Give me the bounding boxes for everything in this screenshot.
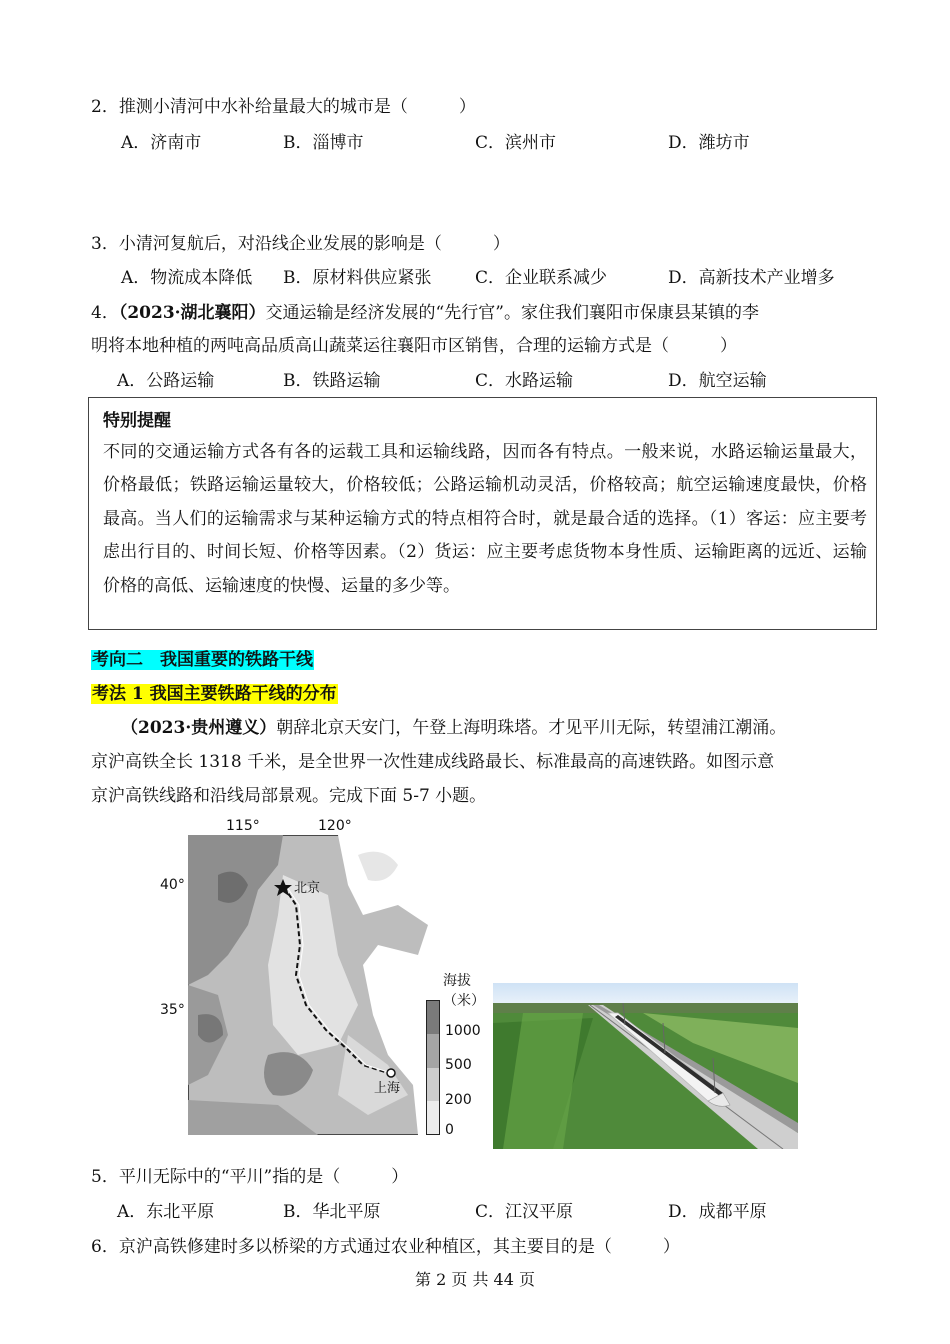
q2-option-d: D．潍坊市 [668, 133, 750, 153]
question-3-stem: 3．小清河复航后，对沿线企业发展的影响是（ ） [91, 234, 510, 254]
question-4-line2: 明将本地种植的两吨高品质高山蔬菜运往襄阳市区销售，合理的运输方式是（ ） [91, 336, 737, 356]
question-4-line1 [91, 298, 759, 323]
q5-option-d: D．成都平原 [668, 1202, 767, 1222]
lon-label-115: 115° [226, 818, 260, 834]
q5-option-a: A．东北平原 [117, 1202, 215, 1222]
q4-option-b: B．铁路运输 [283, 371, 381, 391]
lon-label-120: 120° [318, 818, 352, 834]
legend-value: 500 [445, 1057, 472, 1073]
passage-5-7-line1 [121, 713, 786, 738]
q3-option-c: C．企业联系减少 [475, 268, 608, 288]
lat-label-35: 35° [160, 1002, 185, 1018]
legend-swatch [427, 1101, 439, 1134]
legend-title-2: （米） [443, 993, 485, 1009]
legend-value: 200 [445, 1092, 472, 1108]
question-text: 交通运输是经济发展的“先行官”。家住我们襄阳市保康县某镇的李 [265, 303, 759, 323]
tip-box-body: 不同的交通运输方式各有各的运载工具和运输线路，因而各有特点。一般来说，水路运输运量最大，价格最低；铁路运输运量较大，价格较低；公路运输机动灵活，价格较高；航空运输速度最快，价格最高。当人们的运输需求与某种运输方式的特点相符合时，就是最合适的选择。（1）客运：应主要考虑出行目的、时间长短、价格等因素。（2）货运：应主要考虑货物本身性质、运输距离的远近、运输价格的高低、运输速度的快慢、运量的多少等。 [103, 442, 867, 596]
q4-option-d: D．航空运输 [668, 371, 767, 391]
tip-box-title: 特别提醒 [103, 411, 171, 431]
question-6-stem: 6．京沪高铁修建时多以桥梁的方式通过农业种植区，其主要目的是（ ） [91, 1237, 680, 1257]
legend-value: 1000 [445, 1023, 481, 1039]
subsection-heading: 考法 1 我国主要铁路干线的分布 [92, 684, 337, 704]
q5-option-c: C．江汉平原 [475, 1202, 574, 1222]
passage-5-7-line2: 京沪高铁全长 1318 千米，是全世界一次性建成线路最长、标准最高的高速铁路。如图示意 [91, 752, 775, 772]
city-label-shanghai: 上海 [374, 1081, 401, 1096]
page-footer: 第 2 页 共 44 页 [415, 1270, 535, 1289]
q5-option-b: B．华北平原 [283, 1202, 381, 1222]
legend-swatch [427, 1001, 439, 1034]
legend-swatch [427, 1068, 439, 1101]
q3-option-b: B．原材料供应紧张 [283, 268, 432, 288]
legend-colorbar [426, 1000, 440, 1135]
railway-map [188, 835, 440, 1135]
tip-box [88, 397, 877, 630]
q2-option-c: C．滨州市 [475, 133, 557, 153]
city-label-beijing: 北京 [294, 881, 321, 896]
q4-option-a: A．公路运输 [117, 371, 215, 391]
q3-option-a: A．物流成本降低 [121, 268, 253, 288]
lat-label-40: 40° [160, 877, 185, 893]
question-source: （2023·湖北襄阳） [118, 303, 266, 323]
legend-value: 0 [445, 1122, 454, 1138]
legend-title-1: 海拔 [443, 973, 471, 989]
legend-swatch [427, 1034, 439, 1067]
high-speed-train-photo [493, 983, 798, 1149]
q2-option-a: A．济南市 [121, 133, 202, 153]
question-5-stem: 5．平川无际中的“平川”指的是（ ） [91, 1167, 409, 1187]
question-number: 4． [91, 303, 119, 323]
section-heading: 考向二 我国重要的铁路干线 [92, 650, 313, 670]
passage-5-7-line3: 京沪高铁线路和沿线局部景观。完成下面 5-7 小题。 [91, 786, 487, 806]
passage-text: 朝辞北京天安门，午登上海明珠塔。才见平川无际，转望浦江潮涌。 [276, 718, 787, 738]
q3-option-d: D．高新技术产业增多 [668, 268, 835, 288]
question-2-stem: 2．推测小清河中水补给量最大的城市是（ ） [91, 97, 476, 117]
q2-option-b: B．淄博市 [283, 133, 364, 153]
passage-source: （2023·贵州遵义） [121, 718, 277, 738]
q4-option-c: C．水路运输 [475, 371, 574, 391]
